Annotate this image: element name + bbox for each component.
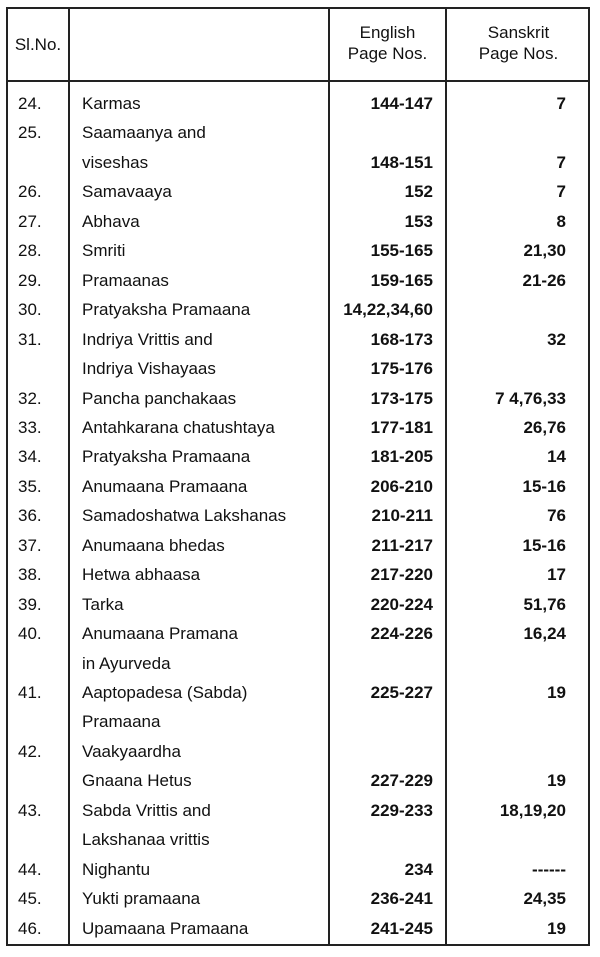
english-page-nos: 241-245 <box>370 918 433 938</box>
table-row <box>8 472 588 501</box>
sanskrit-page-nos: 7 4,76,33 <box>495 388 566 408</box>
sl-number: 32. <box>18 388 42 408</box>
table-row <box>8 707 588 736</box>
sanskrit-page-nos: 19 <box>547 771 566 791</box>
sl-number: 29. <box>18 270 42 290</box>
topic-title: Anumaana Pramaana <box>82 476 248 496</box>
topic-title: Samadoshatwa Lakshanas <box>82 506 287 526</box>
sl-number: 42. <box>18 741 42 761</box>
table-row <box>8 590 588 619</box>
table-row <box>8 325 588 354</box>
table-row <box>8 914 588 943</box>
sl-number: 36. <box>18 506 42 526</box>
sanskrit-page-nos: 51,76 <box>523 594 566 614</box>
sl-number: 35. <box>18 476 42 496</box>
topic-title: Tarka <box>82 594 124 614</box>
header-sanskrit-line1: Sanskrit <box>487 23 550 42</box>
topic-title: Lakshanaa vrittis <box>82 830 210 850</box>
table-row <box>8 177 588 206</box>
sanskrit-page-nos: 21,30 <box>523 241 566 261</box>
english-page-nos: 224-226 <box>370 624 433 644</box>
english-page-nos: 14,22,34,60 <box>343 300 433 320</box>
header-divider <box>8 80 588 82</box>
sanskrit-page-nos: 26,76 <box>523 417 566 437</box>
table-row <box>8 825 588 854</box>
topic-title: Hetwa abhaasa <box>82 565 201 585</box>
topic-title: Upamaana Pramaana <box>82 918 249 938</box>
sanskrit-page-nos: 18,19,20 <box>499 800 566 820</box>
english-page-nos: 144-147 <box>370 94 433 113</box>
index-table <box>6 7 590 946</box>
english-page-nos: 173-175 <box>370 388 433 408</box>
topic-title: Samavaaya <box>82 182 172 202</box>
topic-title: Saamaanya and <box>82 123 206 143</box>
table-row <box>8 148 588 177</box>
topic-title: Vaakyaardha <box>82 741 181 761</box>
topic-title: viseshas <box>82 152 149 172</box>
sanskrit-page-nos: ------ <box>532 859 566 879</box>
table-row <box>8 619 588 648</box>
topic-title: in Ayurveda <box>82 653 171 673</box>
sl-number: 44. <box>18 859 42 879</box>
sl-number: 45. <box>18 889 42 909</box>
topic-title: Indriya Vishayaas <box>82 359 216 379</box>
topic-title: Indriya Vrittis and <box>82 329 213 349</box>
sanskrit-page-nos: 7 <box>556 182 566 202</box>
table-row <box>8 354 588 383</box>
topic-title: Anumaana bhedas <box>82 535 225 555</box>
topic-title: Gnaana Hetus <box>82 771 192 791</box>
sl-number: 41. <box>18 683 42 702</box>
sl-number: 26. <box>18 182 42 202</box>
topic-title: Nighantu <box>82 859 151 879</box>
table-row <box>8 89 588 118</box>
header-english-line2: Page Nos. <box>347 44 428 63</box>
english-page-nos: 168-173 <box>370 329 433 349</box>
topic-title: Pratyaksha Pramaana <box>82 300 251 320</box>
table-row <box>8 855 588 884</box>
sl-number: 46. <box>18 918 42 938</box>
english-page-nos: 210-211 <box>371 506 433 526</box>
sanskrit-page-nos: 16,24 <box>523 624 566 644</box>
table-row <box>8 531 588 560</box>
sl-number: 24. <box>18 94 42 113</box>
sl-number: 43. <box>18 800 42 820</box>
sl-number: 40. <box>18 624 42 644</box>
english-page-nos: 217-220 <box>370 565 433 585</box>
sanskrit-page-nos: 15-16 <box>522 535 566 555</box>
sanskrit-page-nos: 76 <box>547 506 566 526</box>
english-page-nos: 206-210 <box>370 476 433 496</box>
topic-title: Pancha panchakaas <box>82 388 237 408</box>
sanskrit-page-nos: 17 <box>547 565 566 585</box>
topic-title: Karmas <box>82 94 141 113</box>
english-page-nos: 227-229 <box>370 771 433 791</box>
topic-title: Pramaanas <box>82 270 169 290</box>
topic-title: Pratyaksha Pramaana <box>82 447 251 467</box>
sl-number: 33. <box>18 417 42 437</box>
table-row <box>8 678 588 707</box>
table-row <box>8 737 588 766</box>
sl-number: 34. <box>18 447 42 467</box>
topic-title: Anumaana Pramana <box>82 624 238 644</box>
topic-title: Pramaana <box>82 712 161 732</box>
topic-title: Smriti <box>82 241 126 261</box>
sanskrit-page-nos: 19 <box>547 683 566 702</box>
sl-number: 39. <box>18 594 42 614</box>
english-page-nos: 225-227 <box>370 683 433 702</box>
english-page-nos: 159-165 <box>370 270 433 290</box>
english-page-nos: 181-205 <box>370 447 433 467</box>
table-row <box>8 884 588 913</box>
table-row <box>8 266 588 295</box>
english-page-nos: 234 <box>404 859 433 879</box>
topic-title: Yukti pramaana <box>82 889 201 909</box>
header-slno: Sl.No. <box>14 35 62 54</box>
sanskrit-page-nos: 19 <box>547 918 566 938</box>
sl-number: 25. <box>18 123 42 143</box>
english-page-nos: 155-165 <box>370 241 433 261</box>
sanskrit-page-nos: 21-26 <box>522 270 566 290</box>
header-sanskrit <box>447 22 590 64</box>
table-row <box>8 118 588 147</box>
sl-number: 28. <box>18 241 42 261</box>
sl-number: 31. <box>18 329 42 349</box>
english-page-nos: 229-233 <box>370 800 433 820</box>
table-row <box>8 766 588 795</box>
sl-number: 37. <box>18 535 42 555</box>
english-page-nos: 175-176 <box>370 359 433 379</box>
sanskrit-page-nos: 8 <box>556 211 566 231</box>
table-row <box>8 796 588 825</box>
english-page-nos: 152 <box>404 182 433 202</box>
table-row <box>8 442 588 471</box>
table-row <box>8 207 588 236</box>
sanskrit-page-nos: 14 <box>547 447 566 467</box>
table-row <box>8 413 588 442</box>
sanskrit-page-nos: 7 <box>556 94 566 113</box>
english-page-nos: 177-181 <box>370 417 433 437</box>
table-row <box>8 560 588 589</box>
topic-title: Aaptopadesa (Sabda) <box>82 683 248 702</box>
header-sanskrit-line2: Page Nos. <box>478 44 559 63</box>
sanskrit-page-nos: 24,35 <box>523 889 566 909</box>
header-english-line1: English <box>359 23 416 42</box>
english-page-nos: 236-241 <box>370 889 433 909</box>
topic-title: Sabda Vrittis and <box>82 800 211 820</box>
table-row <box>8 501 588 530</box>
english-page-nos: 148-151 <box>370 152 433 172</box>
table-row <box>8 384 588 413</box>
sl-number: 30. <box>18 300 42 320</box>
english-page-nos: 211-217 <box>371 535 433 555</box>
table-row <box>8 649 588 678</box>
sanskrit-page-nos: 7 <box>556 152 566 172</box>
topic-title: Abhava <box>82 211 140 231</box>
table-row <box>8 295 588 324</box>
sanskrit-page-nos: 32 <box>547 329 566 349</box>
table-row <box>8 236 588 265</box>
english-page-nos: 220-224 <box>370 594 433 614</box>
sl-number: 38. <box>18 565 42 585</box>
sanskrit-page-nos: 15-16 <box>522 476 566 496</box>
header-english <box>330 22 445 64</box>
sl-number: 27. <box>18 211 42 231</box>
topic-title: Antahkarana chatushtaya <box>82 417 275 437</box>
english-page-nos: 153 <box>404 211 433 231</box>
